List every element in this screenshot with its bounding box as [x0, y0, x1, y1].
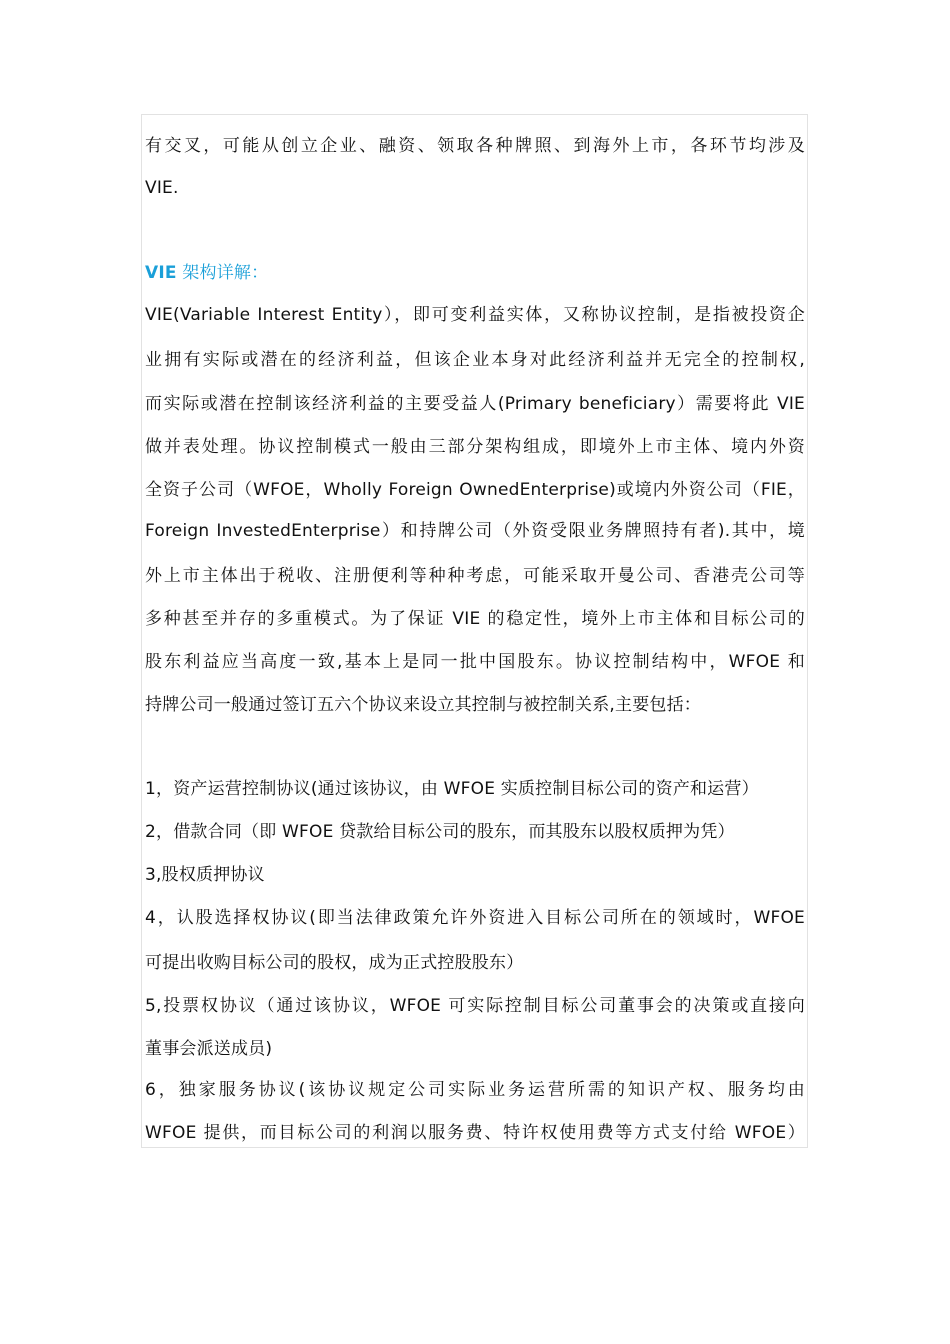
- list-item-5-cont: 董事会派送成员): [145, 1039, 273, 1059]
- list-item-5: 5,投票权协议（通过该协议，WFOE 可实际控制目标公司董事会的决策或直接向: [145, 996, 805, 1016]
- paragraph-line-2: 业拥有实际或潜在的经济利益，但该企业本身对此经济利益并无完全的控制权,: [145, 350, 805, 370]
- document-content-box: [141, 114, 808, 1148]
- list-item-4: 4，认股选择权协议(即当法律政策允许外资进入目标公司所在的领域时，WFOE: [145, 908, 805, 928]
- paragraph-line-9: 股东利益应当高度一致,基本上是同一批中国股东。协议控制结构中，WFOE 和: [145, 652, 805, 672]
- paragraph-line-8: 多种甚至并存的多重模式。为了保证 VIE 的稳定性，境外上市主体和目标公司的: [145, 609, 805, 629]
- section-heading-bold: VIE: [145, 263, 177, 283]
- paragraph-line-6: Foreign InvestedEnterprise）和持牌公司（外资受限业务牌照持有者).其中，境: [145, 521, 805, 541]
- section-heading-text: 架构详解：: [176, 263, 269, 283]
- list-item-2: 2，借款合同（即 WFOE 贷款给目标公司的股东，而其股东以股权质押为凭）: [145, 822, 735, 842]
- list-item-6: 6，独家服务协议(该协议规定公司实际业务运营所需的知识产权、服务均由: [145, 1080, 805, 1100]
- paragraph-line-4: 做并表处理。协议控制模式一般由三部分架构组成，即境外上市主体、境内外资: [145, 437, 805, 457]
- list-item-1: 1，资产运营控制协议(通过该协议，由 WFOE 实质控制目标公司的资产和运营）: [145, 779, 759, 799]
- section-heading: [145, 261, 805, 285]
- intro-line-1: 有交叉，可能从创立企业、融资、领取各种牌照、到海外上市，各环节均涉及: [145, 136, 805, 156]
- list-item-3: 3,股权质押协议: [145, 865, 265, 885]
- paragraph-line-3: 而实际或潜在控制该经济利益的主要受益人(Primary beneficiary）需要将此 VIE: [145, 394, 805, 414]
- intro-line-2: VIE.: [145, 178, 179, 198]
- paragraph-line-1: VIE(Variable Interest Entity），即可变利益实体，又称协议控制，是指被投资企: [145, 305, 805, 325]
- paragraph-line-10: 持牌公司一般通过签订五六个协议来设立其控制与被控制关系,主要包括：: [145, 695, 702, 715]
- list-item-6-cont: WFOE 提供，而目标公司的利润以服务费、特许权使用费等方式支付给 WFOE）: [145, 1123, 805, 1143]
- list-item-4-cont: 可提出收购目标公司的股权，成为正式控股股东）: [145, 953, 524, 973]
- paragraph-line-7: 外上市主体出于税收、注册便利等种种考虑，可能采取开曼公司、香港壳公司等: [145, 566, 805, 586]
- paragraph-line-5: 全资子公司（WFOE，Wholly Foreign OwnedEnterprise)或境内外资公司（FIE，: [145, 480, 805, 500]
